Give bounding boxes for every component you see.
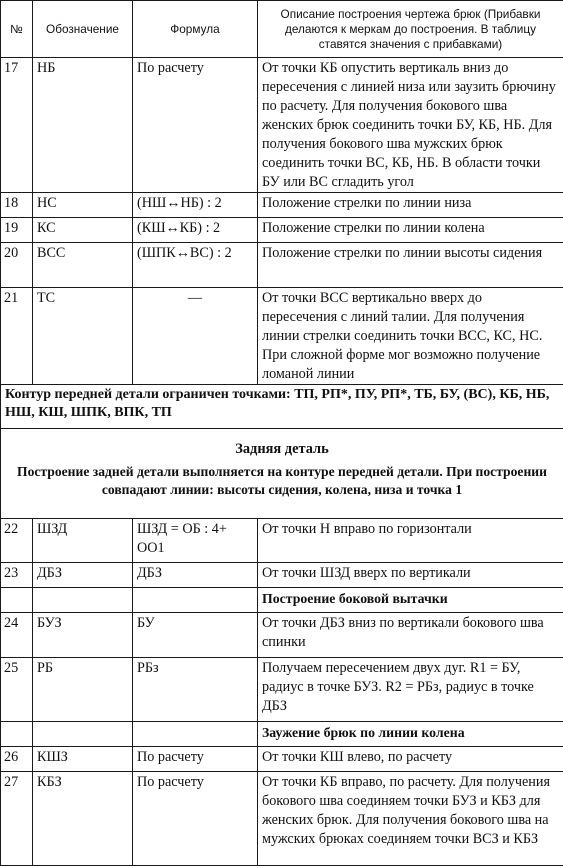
back-section-text: Построение задней детали выполняется на контуре передней детали. При построении совпадают линии: высоты сидения, колена, низа и точка 1: [17, 464, 547, 497]
row-formula: (КШ↔КБ) : 2: [133, 218, 258, 243]
row-formula: РБз: [133, 658, 258, 722]
row-formula: ШЗД = ОБ : 4+ ОО1: [133, 519, 258, 563]
empty-cell: [33, 588, 133, 613]
row-code: ТС: [33, 288, 133, 385]
empty-cell: [1, 722, 33, 747]
empty-cell: [33, 722, 133, 747]
row-number: 23: [1, 563, 33, 588]
row-formula: (ШПК↔ВС) : 2: [133, 243, 258, 288]
row-description: От точки ВСС вертикально вверх до пересечения с линий талии. Для получения линии стрелки соединить точки ВСС, КС, НС. При сложной форме мог возможно получение ломаной линии: [258, 288, 563, 385]
row-formula: По расчету: [133, 58, 258, 193]
table-row: [1, 772, 563, 866]
row-code: ДБЗ: [33, 563, 133, 588]
row-code: КС: [33, 218, 133, 243]
row-description: От точки КШ влево, по расчету: [258, 747, 563, 772]
row-formula: По расчету: [133, 747, 258, 772]
contour-note: Контур передней детали ограничен точками: ТП, РП*, ПУ, РП*, ТБ, БУ, (ВС), КБ, НБ, НШ, КШ, ШПК, ВПК, ТП: [1, 385, 563, 429]
row-description: От точки ДБЗ вниз по вертикали бокового шва спинки: [258, 613, 563, 658]
row-code: КШЗ: [33, 747, 133, 772]
row-code: ШЗД: [33, 519, 133, 563]
table-row: [1, 58, 563, 193]
header-formula: Формула: [133, 1, 258, 58]
back-section-row: [1, 429, 563, 519]
row-formula: ДБЗ: [133, 563, 258, 588]
row-number: 19: [1, 218, 33, 243]
empty-cell: [133, 588, 258, 613]
row-formula: По расчету: [133, 772, 258, 866]
row-description: От точки ШЗД вверх по вертикали: [258, 563, 563, 588]
row-number: 25: [1, 658, 33, 722]
row-code: НБ: [33, 58, 133, 193]
row-description: От точки Н вправо по горизонтали: [258, 519, 563, 563]
empty-cell: [133, 722, 258, 747]
table-row: [1, 563, 563, 588]
row-number: 17: [1, 58, 33, 193]
row-formula: БУ: [133, 613, 258, 658]
row-description: Положение стрелки по линии низа: [258, 193, 563, 218]
empty-cell: [1, 588, 33, 613]
table-row: [1, 519, 563, 563]
row-number: 24: [1, 613, 33, 658]
header-num: №: [1, 1, 33, 58]
row-description: Положение стрелки по линии колена: [258, 218, 563, 243]
table-row: [1, 243, 563, 288]
row-number: 22: [1, 519, 33, 563]
table-row: [1, 658, 563, 722]
subheading-row: [1, 722, 563, 747]
row-number: 18: [1, 193, 33, 218]
row-number: 21: [1, 288, 33, 385]
row-code: ВСС: [33, 243, 133, 288]
row-formula: —: [133, 288, 258, 385]
header-designation: Обозначение: [33, 1, 133, 58]
subheading-row: [1, 588, 563, 613]
back-section-cell: [1, 429, 563, 519]
subheading-dart: Построение боковой вытачки: [258, 588, 563, 613]
row-description: От точки КБ вправо, по расчету. Для получения бокового шва соединяем точки БУЗ и КБЗ для женских брюк. Для получения бокового шва на мужских брюках соединяем точки ВСЗ и КБЗ: [258, 772, 563, 866]
table-row: [1, 613, 563, 658]
table-row: [1, 747, 563, 772]
row-formula: (НШ↔НБ) : 2: [133, 193, 258, 218]
table-header-row: [1, 1, 563, 58]
contour-note-row: [1, 385, 563, 429]
row-code: НС: [33, 193, 133, 218]
table-row: [1, 288, 563, 385]
row-number: 26: [1, 747, 33, 772]
row-description: Положение стрелки по линии высоты сидения: [258, 243, 563, 288]
row-number: 27: [1, 772, 33, 866]
header-description: Описание построения чертежа брюк (Прибавки делаются к меркам до построения. В таблицу ставятся значения с прибавками): [258, 1, 563, 58]
row-number: 20: [1, 243, 33, 288]
table-row: [1, 218, 563, 243]
row-code: РБ: [33, 658, 133, 722]
subheading-knee: Заужение брюк по линии колена: [258, 722, 563, 747]
row-code: КБЗ: [33, 772, 133, 866]
row-description: От точки КБ опустить вертикаль вниз до пересечения с линией низа или заузить брючину по расчету. Для получения бокового шва женских брюк соединить точки БУ, КБ, НБ. Для получения бокового шва мужских брюк соединить точки ВС, КБ, НБ. В области точки БУ или ВС сгладить угол: [258, 58, 563, 193]
row-description: Получаем пересечением двух дуг. R1 = БУ, радиус в точке БУЗ. R2 = РБз, радиус в точке ДБЗ: [258, 658, 563, 722]
back-section-title: Задняя деталь: [235, 441, 329, 457]
row-code: БУЗ: [33, 613, 133, 658]
table-row: [1, 193, 563, 218]
